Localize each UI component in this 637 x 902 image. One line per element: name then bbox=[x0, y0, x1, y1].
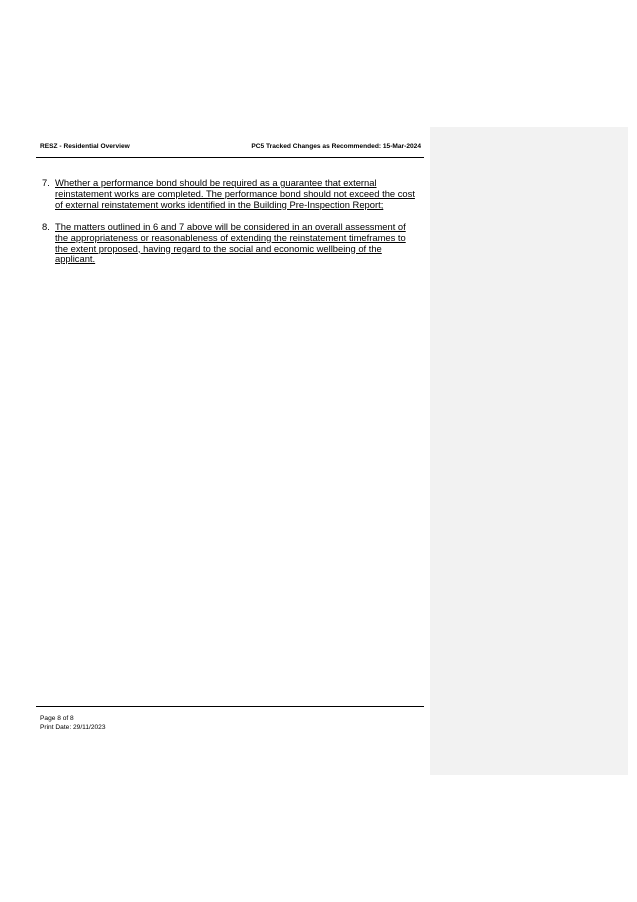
list-item-8 bbox=[40, 222, 420, 266]
print-date: Print Date: 29/11/2023 bbox=[40, 723, 106, 731]
list-item-text: The matters outlined in 6 and 7 above will be considered in an overall assessment of the appropriateness or reasonableness of extending the reinstatement timeframes to the extent proposed, having regard to the social and economic wellbeing of the applicant. bbox=[55, 220, 406, 265]
list-item-number: 7. bbox=[42, 177, 50, 188]
page-footer bbox=[40, 715, 106, 732]
list-item-number: 8. bbox=[42, 220, 50, 232]
header-divider bbox=[36, 157, 424, 158]
header-document-title: RESZ - Residential Overview bbox=[40, 143, 130, 150]
numbered-list bbox=[40, 178, 420, 265]
list-item-text: Whether a performance bond should be required as a guarantee that external reinstatement works are completed. The performance bond should not exceed the cost of external reinstatement works identified in the Building Pre-Inspection Report; bbox=[55, 177, 415, 210]
footer-divider bbox=[36, 706, 424, 707]
header-tracked-changes-note: PC5 Tracked Changes as Recommended: 15-Mar-2024 bbox=[251, 143, 421, 150]
comment-pane bbox=[430, 127, 628, 775]
page-header bbox=[40, 143, 424, 155]
page-number: Page 8 of 8 bbox=[40, 715, 74, 722]
list-item-7 bbox=[40, 178, 420, 211]
